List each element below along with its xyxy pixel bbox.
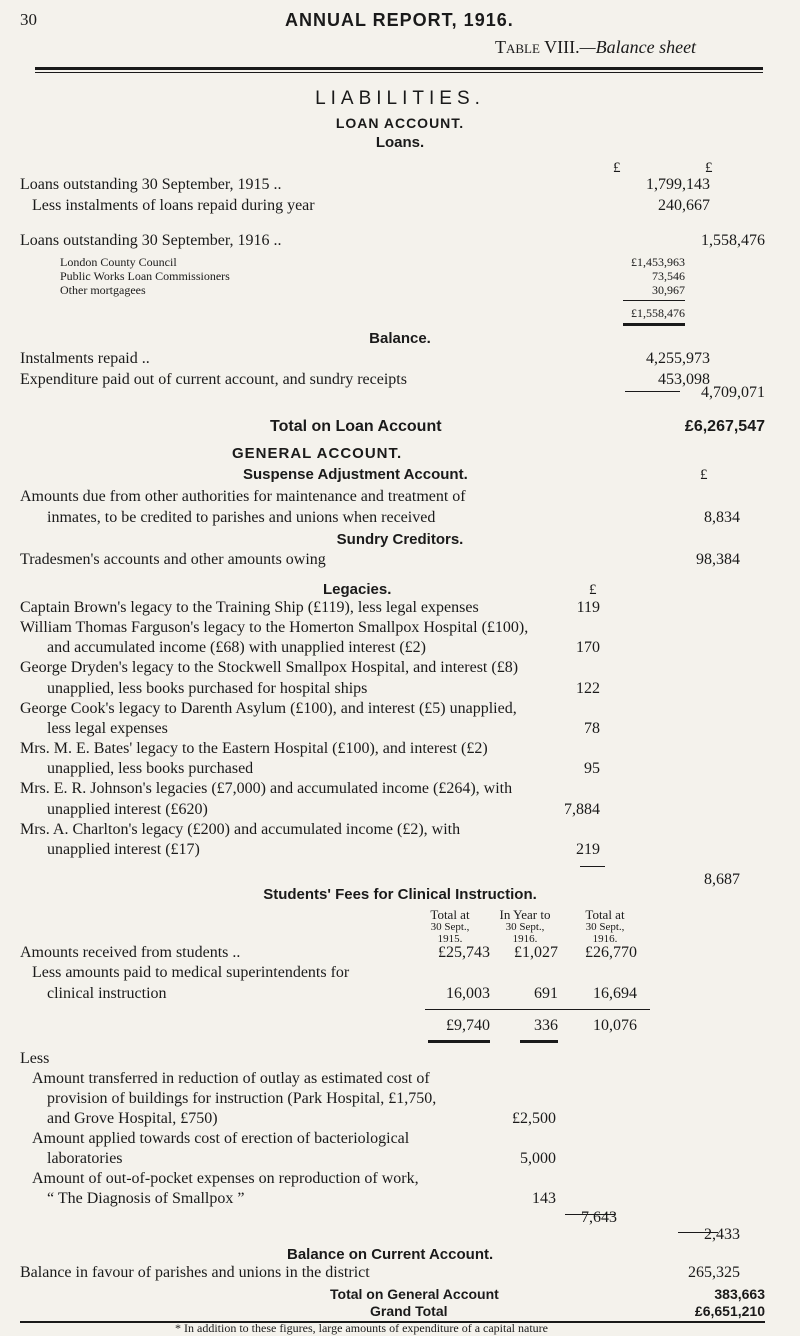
total-general-label: Total on General Account (330, 1286, 499, 1302)
balance-total: 4,709,071 (701, 384, 765, 401)
breakdown-double-rule (623, 323, 685, 326)
less-item-1-value: 5,000 (520, 1150, 556, 1167)
col0-line1: Total at (430, 907, 470, 922)
legacy-line2-1: and accumulated income (£68) with unapplied interest (£2) (47, 639, 426, 656)
loans-heading: Loans. (375, 134, 425, 151)
received-label: Amounts received from students .. (20, 944, 241, 961)
legacy-line1-6: Mrs. A. Charlton's legacy (£200) and accumulated income (£2), with (20, 821, 461, 838)
less-repaid-value: 240,667 (658, 197, 710, 214)
legacy-line1-1: William Thomas Farguson's legacy to the Homerton Smallpox Hospital (£100), (20, 619, 529, 636)
liabilities-heading: LIABILITIES. (315, 88, 485, 109)
less-item-0-value: £2,500 (512, 1110, 556, 1127)
legacy-value-2: 122 (576, 680, 600, 697)
outstanding-1916-total: 1,558,476 (701, 232, 765, 249)
legacies-heading: Legacies. (323, 581, 392, 598)
net-value-2: 10,076 (593, 1017, 637, 1034)
loan-account-heading: LOAN ACCOUNT. (335, 115, 465, 131)
total-general-value: 383,663 (714, 1286, 765, 1302)
legacy-value-5: 7,884 (564, 801, 600, 818)
expenditure-value: 453,098 (658, 371, 710, 388)
breakdown-rule (623, 300, 685, 301)
legacy-line1-4: Mrs. M. E. Bates' legacy to the Eastern Hospital (£100), and interest (£2) (20, 740, 488, 757)
less-item-1-line2: laboratories (47, 1150, 123, 1167)
less-total: 7,643 (581, 1209, 617, 1226)
col1-line2: 30 Sept., (505, 921, 545, 933)
grand-total-label: Grand Total (370, 1303, 448, 1319)
legacy-line2-4: unapplied, less books purchased (47, 760, 254, 777)
legacy-line2-3: less legal expenses (47, 720, 168, 737)
instalments-label: Instalments repaid .. (20, 350, 150, 367)
total-loan-value: £6,267,547 (684, 418, 765, 435)
less-item-0-line1: Amount transferred in reduction of outlay as estimated cost of (32, 1070, 430, 1087)
outstanding-1916-label: Loans outstanding 30 September, 1916 .. (20, 232, 282, 249)
legacy-line2-6: unapplied interest (£17) (47, 841, 200, 858)
breakdown-label-2: Other mortgagees (60, 283, 146, 297)
bottom-region (0, 1287, 800, 1333)
legacy-value-0: 119 (576, 599, 600, 616)
legacy-line2-2: unapplied, less books purchased for hospital ships (47, 680, 368, 697)
legacy-line1-3: George Cook's legacy to Darenth Asylum (£100), and interest (£5) unapplied, (20, 700, 517, 717)
tradesmen-label: Tradesmen's accounts and other amounts owing (20, 551, 326, 568)
report-title: ANNUAL REPORT, 1916. (285, 10, 514, 30)
received-value-0: £25,743 (438, 944, 490, 961)
breakdown-label-0: London County Council (60, 255, 177, 269)
breakdown-label-1: Public Works Loan Commissioners (60, 269, 230, 283)
students-net: 2,433 (704, 1226, 740, 1243)
table-label: Table VIII. (495, 37, 580, 57)
grand-total-value: £6,651,210 (694, 1303, 765, 1319)
outstanding-1915-value: 1,799,143 (646, 176, 710, 193)
legacy-value-3: 78 (584, 720, 600, 737)
amounts-due-line1: Amounts due from other authorities for maintenance and treatment of (20, 488, 466, 505)
paid-value-2: 16,694 (593, 985, 637, 1002)
legacy-line2-5: unapplied interest (£620) (47, 801, 208, 818)
breakdown-value-0: £1,453,963 (631, 255, 685, 269)
col1-line3: 1916. (512, 933, 538, 945)
total-loan-label: Total on Loan Account (270, 418, 442, 435)
legacy-value-4: 95 (584, 760, 600, 777)
amounts-due-line2: inmates, to be credited to parishes and unions when received (47, 509, 436, 526)
col1-line1: In Year to (499, 907, 551, 922)
legacies-total: 8,687 (704, 871, 740, 888)
breakdown-value-2: 30,967 (652, 283, 685, 297)
tradesmen-value: 98,384 (696, 551, 740, 568)
net-double-rule-0 (428, 1040, 490, 1043)
balance-heading: Balance. (369, 330, 431, 347)
students-col-0 (410, 909, 490, 945)
col2-line3: 1916. (592, 933, 618, 945)
currency-col1: £ (613, 160, 621, 176)
less-item-2-value: 143 (532, 1190, 556, 1207)
header-rule-thin (35, 72, 763, 73)
amounts-due-value: 8,834 (704, 509, 740, 526)
students-col-2 (565, 909, 645, 945)
col0-line2: 30 Sept., (430, 921, 470, 933)
legacy-line1-0: Captain Brown's legacy to the Training Ship (£119), less legal expenses (20, 599, 479, 616)
breakdown-total: £1,558,476 (631, 306, 685, 320)
students-heading: Students' Fees for Clinical Instruction. (263, 886, 537, 903)
net-value-0: £9,740 (446, 1017, 490, 1034)
table-subtitle: —Balance sheet (579, 37, 697, 57)
less-item-0-line3: and Grove Hospital, £750) (47, 1110, 218, 1127)
suspense-heading: Suspense Adjustment Account. (243, 466, 468, 483)
students-col-1 (485, 909, 565, 945)
creditors-heading: Sundry Creditors. (336, 531, 464, 548)
current-heading: Balance on Current Account. (287, 1246, 494, 1263)
less-item-2-line2: “ The Diagnosis of Smallpox ” (47, 1190, 245, 1207)
col2-line2: 30 Sept., (585, 921, 625, 933)
currency-col2: £ (705, 160, 713, 176)
current-label: Balance in favour of parishes and unions in the district (20, 1264, 370, 1281)
general-currency: £ (700, 467, 708, 483)
less-item-0-line2: provision of buildings for instruction (Park Hospital, £1,750, (47, 1090, 437, 1107)
footnote: * In addition to these figures, large amounts of expenditure of a capital nature (175, 1321, 548, 1335)
legacy-line1-2: George Dryden's legacy to the Stockwell Smallpox Hospital, and interest (£8) (20, 659, 519, 676)
less-item-1-line1: Amount applied towards cost of erection of bacteriological (32, 1130, 410, 1147)
page-number: 30 (20, 10, 37, 29)
col0-line3: 1915. (437, 933, 463, 945)
header-rule (35, 67, 763, 70)
paid-value-0: 16,003 (446, 985, 490, 1002)
general-heading: GENERAL ACCOUNT. (232, 445, 403, 462)
net-double-rule-1 (520, 1040, 558, 1043)
paid-line2: clinical instruction (47, 985, 167, 1002)
less-repaid-label: Less instalments of loans repaid during year (32, 197, 315, 214)
outstanding-1915-label: Loans outstanding 30 September, 1915 .. (20, 176, 282, 193)
instalments-value: 4,255,973 (646, 350, 710, 367)
legacy-line1-5: Mrs. E. R. Johnson's legacies (£7,000) and accumulated income (£264), with (20, 780, 513, 797)
received-value-2: £26,770 (585, 944, 637, 961)
legacy-value-6: 219 (576, 841, 600, 858)
less-item-2-line1: Amount of out-of-pocket expenses on reproduction of work, (32, 1170, 419, 1187)
received-value-1: £1,027 (514, 944, 558, 961)
net-value-1: 336 (534, 1017, 558, 1034)
current-value: 265,325 (688, 1264, 740, 1281)
legacies-rule (580, 866, 605, 867)
col2-line1: Total at (585, 907, 625, 922)
table-title (495, 37, 696, 58)
students-rule (425, 1009, 650, 1010)
paid-line1: Less amounts paid to medical superintendents for (32, 964, 350, 981)
less-heading: Less (20, 1050, 50, 1067)
paid-value-1: 691 (534, 985, 558, 1002)
breakdown-value-1: 73,546 (652, 269, 685, 283)
expenditure-label: Expenditure paid out of current account, and sundry receipts (20, 371, 407, 388)
legacies-currency: £ (589, 582, 597, 598)
legacy-value-1: 170 (576, 639, 600, 656)
